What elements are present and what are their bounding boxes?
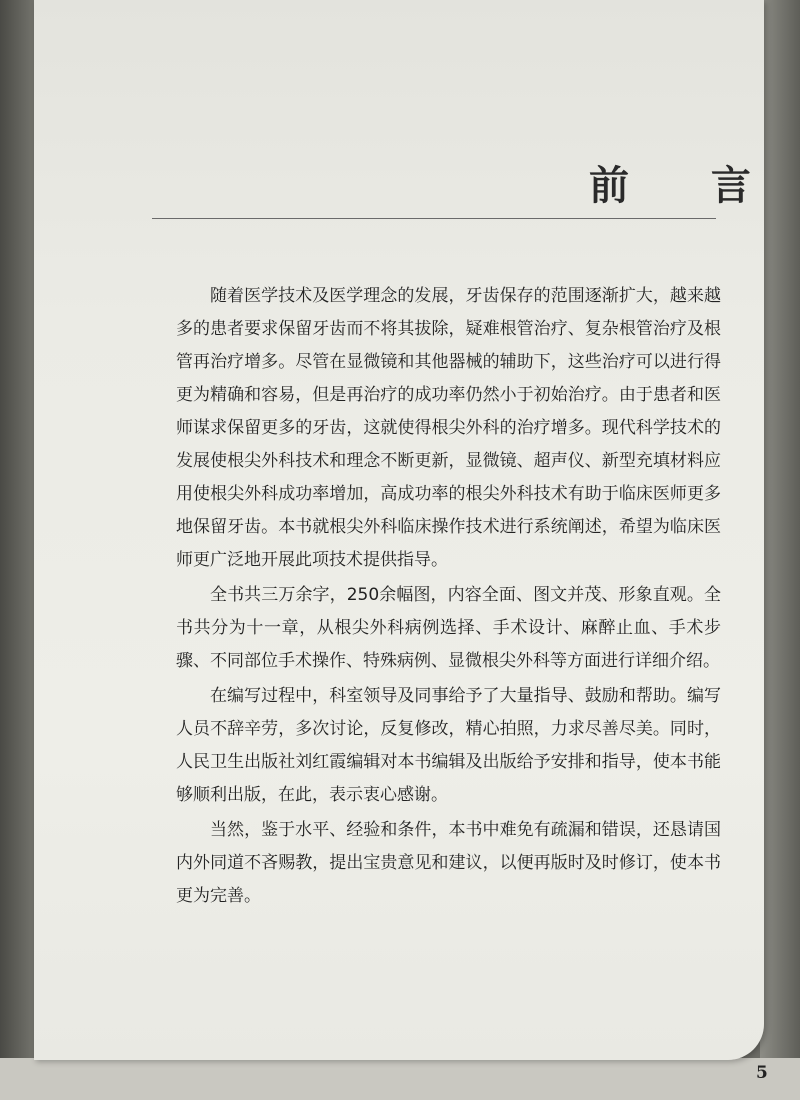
paragraph-3: 在编写过程中，科室领导及同事给予了大量指导、鼓励和帮助。编写人员不辞辛劳，多次讨论，反复修改，精心拍照，力求尽善尽美。同时，人民卫生出版社刘红霞编辑对本书编辑及出版给予安排和指导，使本书能够顺利出版，在此，表示衷心感谢。	[176, 686, 721, 805]
preface-body	[176, 280, 721, 915]
paragraph-4: 当然，鉴于水平、经验和条件，本书中难免有疏漏和错误，还恳请国内外同道不吝赐教，提出宝贵意见和建议，以便再版时及时修订，使本书更为完善。	[176, 820, 721, 906]
page-title: 前 言	[589, 163, 785, 209]
paragraph-1: 随着医学技术及医学理念的发展，牙齿保存的范围逐渐扩大，越来越多的患者要求保留牙齿而不将其拔除，疑难根管治疗、复杂根管治疗及根管再治疗增多。尽管在显微镜和其他器械的辅助下，这些治疗可以进行得更为精确和容易，但是再治疗的成功率仍然小于初始治疗。由于患者和医师谋求保留更多的牙齿，这就使得根尖外科的治疗增多。现代科学技术的发展使根尖外科技术和理念不断更新，显微镜、超声仪、新型充填材料应用使根尖外科成功率增加，高成功率的根尖外科技术有助于临床医师更多地保留牙齿。本书就根尖外科临床操作技术进行系统阐述，希望为临床医师更广泛地开展此项技术提供指导。	[176, 286, 721, 570]
page-number: 5	[756, 1063, 768, 1083]
paragraph-2: 全书共三万余字，250余幅图，内容全面、图文并茂、形象直观。全书共分为十一章，从根尖外科病例选择、手术设计、麻醉止血、手术步骤、不同部位手术操作、特殊病例、显微根尖外科等方面进行详细介绍。	[176, 585, 721, 671]
background-bottom	[0, 1058, 800, 1100]
title-divider	[152, 218, 716, 219]
